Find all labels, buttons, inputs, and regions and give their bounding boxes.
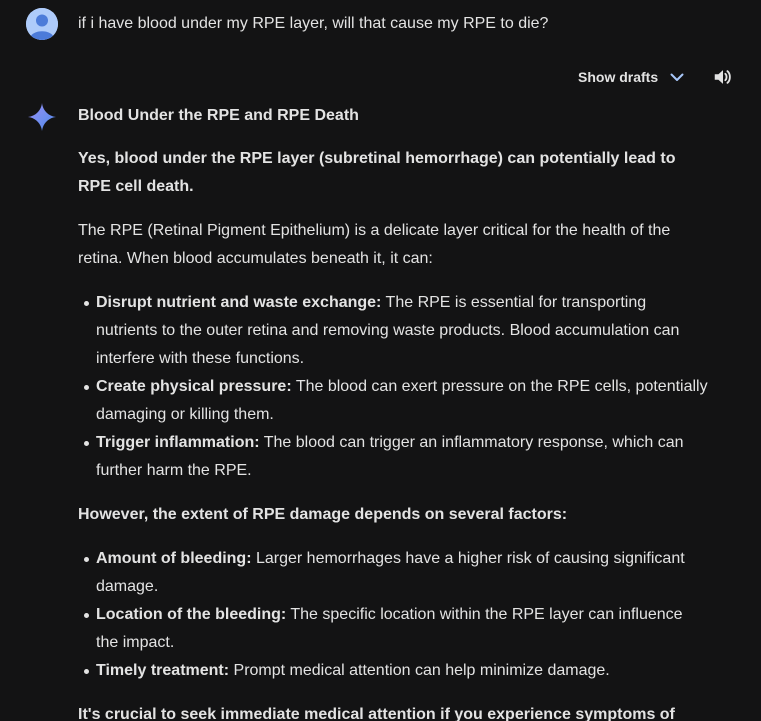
list-item-term: Create physical pressure: <box>96 378 292 395</box>
list-item-term: Location of the bleeding: <box>96 606 287 623</box>
list-item-term: Disrupt nutrient and waste exchange: <box>96 294 382 311</box>
response-body <box>78 103 708 721</box>
user-prompt-text: if i have blood under my RPE layer, will that cause my RPE to die? <box>78 15 549 32</box>
list-item-text: Prompt medical attention can help minimize damage. <box>229 662 610 679</box>
list-item-term: Trigger inflammation: <box>96 434 260 451</box>
show-drafts-button[interactable] <box>578 69 685 85</box>
show-drafts-label: Show drafts <box>578 69 659 85</box>
response-title: Blood Under the RPE and RPE Death <box>78 107 359 124</box>
response-intro: The RPE (Retinal Pigment Epithelium) is a delicate layer critical for the health of the retina. When blood accumulates beneath it, it can: <box>78 222 671 267</box>
list-item-text: The blood can trigger an inflammatory response, which can further harm the RPE. <box>96 434 684 479</box>
response-lead: Yes, blood under the RPE layer (subretinal hemorrhage) can potentially lead to RPE cell death. <box>78 150 676 195</box>
list-item-term: Amount of bleeding: <box>96 550 252 567</box>
effects-list <box>78 289 708 485</box>
factors-list <box>78 545 708 685</box>
speaker-icon[interactable] <box>712 66 734 88</box>
list-item-term: Timely treatment: <box>96 662 230 679</box>
user-avatar-icon <box>26 8 58 40</box>
list-item <box>96 657 708 685</box>
list-item-text: The blood can exert pressure on the RPE cells, potentially damaging or killing them. <box>96 378 708 423</box>
gemini-sparkle-icon <box>26 101 58 133</box>
list-item <box>96 289 708 373</box>
list-item-text: Larger hemorrhages have a higher risk of causing significant damage. <box>96 550 685 595</box>
list-item-text: The specific location within the RPE layer can influence the impact. <box>96 606 683 651</box>
list-item-text: The RPE is essential for transporting nutrients to the outer retina and removing waste products. Blood accumulation can interfere with these functions. <box>96 294 680 367</box>
factors-heading: However, the extent of RPE damage depends on several factors: <box>78 506 568 523</box>
drafts-row <box>578 64 685 90</box>
response-closing: It's crucial to seek immediate medical attention if you experience symptoms of <box>78 706 675 721</box>
list-item <box>96 429 708 485</box>
chevron-down-icon <box>669 69 685 85</box>
list-item <box>96 373 708 429</box>
list-item <box>96 601 708 657</box>
list-item <box>96 545 708 601</box>
